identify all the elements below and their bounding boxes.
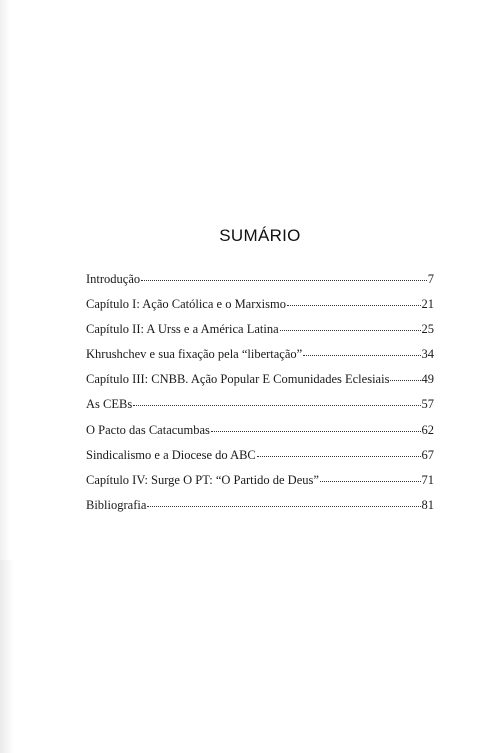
toc-entry-label: O Pacto das Catacumbas xyxy=(86,422,210,437)
toc-entry-page: 62 xyxy=(421,422,434,437)
toc-entry-page: 71 xyxy=(421,473,434,487)
toc-dot-leader xyxy=(280,320,421,333)
toc-entry-page: 67 xyxy=(421,447,434,462)
toc-dot-leader xyxy=(211,421,421,434)
toc-entry-page: 7 xyxy=(427,271,434,286)
toc-entry-label: Capítulo IV: Surge O PT: “O Partido de Deus” xyxy=(86,473,319,487)
toc-entry xyxy=(86,320,434,345)
table-of-contents xyxy=(86,226,434,522)
toc-title: SUMÁRIO xyxy=(219,226,301,245)
toc-dot-leader xyxy=(390,371,420,384)
toc-dot-leader xyxy=(320,472,421,485)
toc-entry xyxy=(86,346,434,371)
toc-entry-page: 21 xyxy=(421,296,434,311)
toc-entry-label: Capítulo I: Ação Católica e o Marxismo xyxy=(86,296,286,311)
toc-entry xyxy=(86,295,434,320)
toc-entry-label: Capítulo II: A Urss e a América Latina xyxy=(86,321,279,336)
toc-entry-label: Sindicalismo e a Diocese do ABC xyxy=(86,447,256,462)
toc-entry xyxy=(86,270,434,295)
toc-dot-leader xyxy=(303,346,420,359)
toc-dot-leader xyxy=(147,497,420,510)
page-edge-shadow-bottom xyxy=(0,560,14,753)
toc-entry-page: 49 xyxy=(421,372,434,387)
toc-entry-page: 57 xyxy=(421,397,434,412)
toc-entry xyxy=(86,472,434,497)
toc-dot-leader xyxy=(287,295,421,308)
toc-entry xyxy=(86,371,434,396)
toc-dot-leader xyxy=(133,396,420,409)
toc-entry-page: 25 xyxy=(421,321,434,336)
toc-list xyxy=(86,270,434,522)
toc-entry-page: 34 xyxy=(421,347,434,362)
toc-entry-label: Capítulo III: CNBB. Ação Popular E Comunidades Eclesiais xyxy=(86,372,390,387)
toc-entry-label: Introdução xyxy=(86,271,141,286)
toc-entry xyxy=(86,497,434,522)
toc-entry xyxy=(86,396,434,421)
toc-entry-label: As CEBs xyxy=(86,397,133,412)
toc-entry-label: Bibliografia xyxy=(86,498,147,513)
toc-entry-label: Khrushchev e sua fixação pela “libertação” xyxy=(86,347,303,362)
toc-entry xyxy=(86,421,434,446)
toc-entry-page: 81 xyxy=(421,498,434,513)
toc-dot-leader xyxy=(257,446,421,459)
toc-dot-leader xyxy=(141,270,427,283)
toc-entry xyxy=(86,446,434,471)
